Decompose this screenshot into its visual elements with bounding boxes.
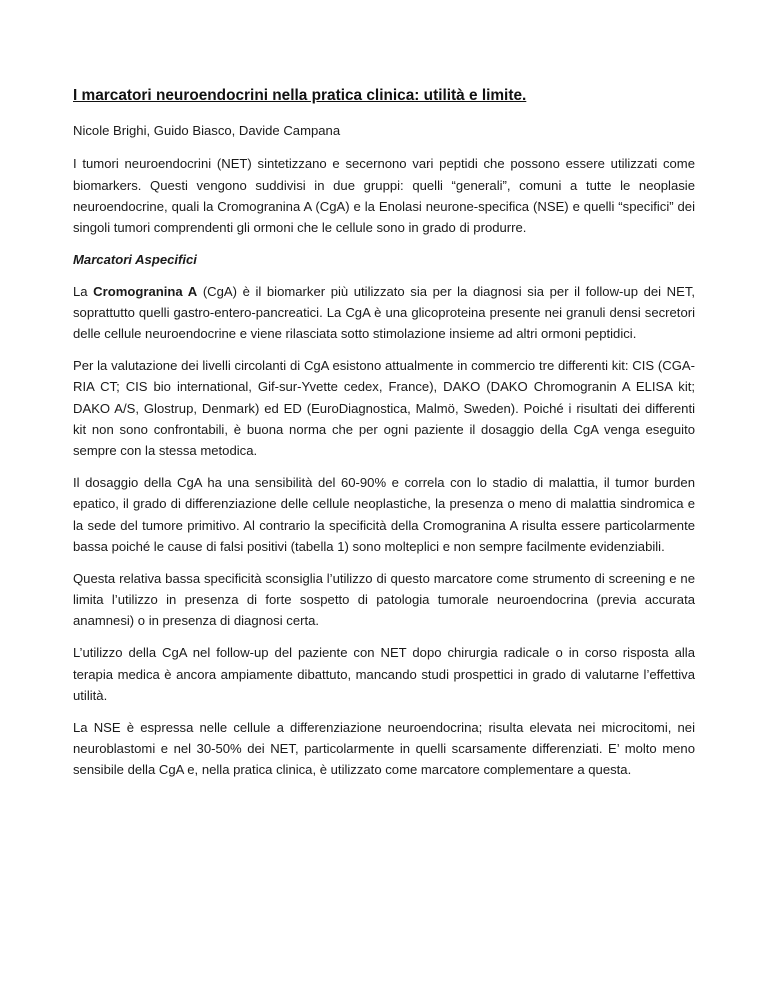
paragraph-nse: La NSE è espressa nelle cellule a differenziazione neuroendocrina; risulta elevata nei microcitomi, nei neuroblastomi e nel 30-50% dei NET, particolarmente in quelli scarsamente differenziati. E’ molto meno sensibile della CgA e, nella pratica clinica, è utilizzato come marcatore complementare a questa. — [73, 719, 695, 778]
document-title: I marcatori neuroendocrini nella pratica clinica: utilità e limite. — [73, 87, 527, 104]
intro-paragraph: I tumori neuroendocrini (NET) sintetizzano e secernono vari peptidi che possono essere utilizzati come biomarkers. Questi vengono suddivisi in due gruppi: quelli “generali”, comuni a tutte le neoplasie neuroendocrine, quali la Cromogranina A (CgA) e la Enolasi neurone-specifica (NSE) e quelli “specifici” dei singoli tumori comprendenti gli ormoni che le cellule sono in grado di produrre. — [73, 156, 695, 236]
document-page — [73, 86, 695, 791]
paragraph-text: (CgA) è il biomarker più utilizzato sia per la diagnosi sia per il follow-up dei NET, soprattutto quelli gastro-entero-pancreatici. La CgA è una glicoproteina presente nei granuli densi secretori delle cellule neuroendocrine e viene rilasciata sotto stimolazione insieme ad altri ormoni peptidici. — [73, 283, 696, 342]
paragraph-cromogranina — [73, 281, 695, 345]
authors-line: Nicole Brighi, Guido Biasco, Davide Campana — [73, 123, 341, 138]
paragraph-text: La — [73, 283, 94, 299]
paragraph-follow-up: L’utilizzo della CgA nel follow-up del paziente con NET dopo chirurgia radicale o in corso risposta alla terapia medica è ancora ampiamente dibattuto, mancando studi prospettici in grado di valutarne l’effettiva utilità. — [73, 645, 695, 703]
paragraph-specificity: Questa relativa bassa specificità sconsiglia l’utilizzo di questo marcatore come strumento di screening e ne limita l’utilizzo in presenza di forte sospetto di patologia tumorale neuroendocrina (previa accurata anamnesi) o in presenza di diagnosi certa. — [73, 570, 695, 629]
bold-term: Cromogranina A — [93, 283, 198, 299]
section-heading: Marcatori Aspecifici — [73, 251, 197, 267]
paragraph-kits: Per la valutazione dei livelli circolanti di CgA esistono attualmente in commercio tre differenti kit: CIS (CGA-RIA CT; CIS bio international, Gif-sur-Yvette cedex, France), DAKO (DAKO Chromogranin A ELISA kit; DAKO A/S, Glostrup, Denmark) ed ED (EuroDiagnostica, Malmö, Sweden). Poiché i risultati dei differenti kit non sono confrontabili, è buona norma che per ogni paziente il dosaggio della CgA venga eseguito sempre con la stessa metodica. — [73, 358, 695, 459]
paragraph-sensitivity: Il dosaggio della CgA ha una sensibilità del 60-90% e correla con lo stadio di malattia, il tumor burden epatico, il grado di differenziazione delle cellule neoplastiche, la presenza o meno di malattia sindromica e la sede del tumore primitivo. Al contrario la specificità della Cromogranina A risulta essere particolarmente bassa poiché le cause di falsi positivi (tabella 1) sono molteplici e non sempre facilmente evidenziabili. — [73, 475, 695, 555]
